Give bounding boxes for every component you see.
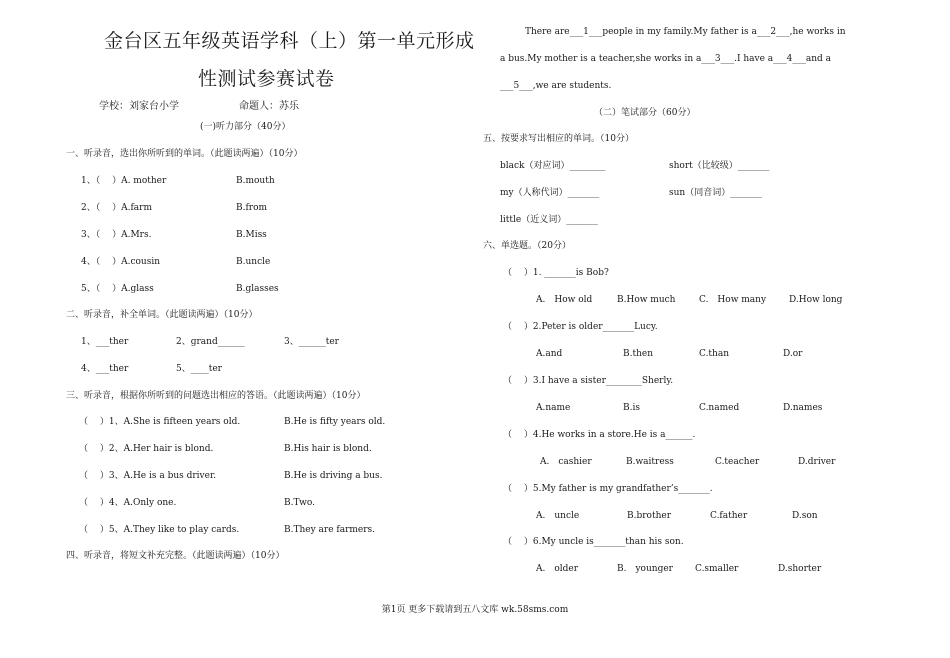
s1-item-1-option-b: B.mouth (236, 176, 275, 186)
s6-q5-option-d: D.son (792, 511, 818, 521)
s2-blank-4: 4、___ther (81, 364, 129, 374)
s1-item-1: 1、（ ）A. mother (81, 176, 167, 186)
s6-question-4: （ ）4.He works in a store.He is a______. (503, 430, 696, 440)
s6-q2-option-b: B.then (623, 349, 654, 359)
listening-section-header: (一)听力部分（40分） (200, 122, 291, 132)
s6-question-1: （ ）1. _______is Bob? (503, 268, 609, 278)
section-1-heading: 一、听录音，选出你所听到的单词。（此题读两遍）（10分） (66, 149, 303, 159)
s6-q4-option-b: B.waitress (626, 457, 674, 467)
s6-q3-option-d: D.names (783, 403, 823, 413)
s1-item-5-option-b: B.glasses (236, 284, 279, 294)
s1-item-5: 5、（ ）A.glass (81, 284, 154, 294)
s1-item-4: 4、（ ）A.cousin (81, 257, 160, 267)
title-line-1: 金台区五年级英语学科（上）第一单元形成 (104, 30, 475, 52)
s6-q5-option-b: B.brother (627, 511, 671, 521)
s3-item-5-option-b: B.They are farmers. (284, 525, 376, 535)
s6-q2-option-a: A.and (536, 349, 563, 359)
s6-question-3: （ ）3.I have a sister________Sherly. (503, 376, 674, 386)
s3-item-4-option-b: B.Two. (284, 498, 315, 508)
s6-q1-option-d: D.How long (789, 295, 843, 305)
title-line-2: 性测试参赛试卷 (198, 68, 335, 90)
s4-passage-line-2: a bus.My mother is a teacher,she works in a___3___.I have a___4___and a (500, 54, 832, 64)
section-3-heading: 三、听录音，根据你所听到的问题选出相应的答语。（此题读两遍）（10分） (66, 391, 366, 401)
s6-q2-option-c: C.than (699, 349, 730, 359)
s5-word-sun: sun（同音词）_______ (669, 188, 762, 198)
s6-q3-option-c: C.named (699, 403, 740, 413)
s6-q1-option-c: C. How many (699, 295, 767, 305)
s2-blank-2: 2、grand______ (176, 337, 245, 347)
s6-q6-option-b: B. younger (617, 564, 673, 574)
s6-q4-option-d: D.driver (798, 457, 836, 467)
s1-item-3-option-b: B.Miss (236, 230, 267, 240)
s5-word-little: little（近义词）_______ (500, 215, 598, 225)
s1-item-4-option-b: B.uncle (236, 257, 271, 267)
s3-item-2: （ ）2、A.Her hair is blond. (79, 444, 214, 454)
s3-item-3-option-b: B.He is driving a bus. (284, 471, 383, 481)
s2-blank-5: 5、____ter (176, 364, 222, 374)
s6-q5-option-a: A. uncle (536, 511, 580, 521)
school-label: 学校：刘家台小学 (99, 101, 179, 112)
section-2-heading: 二、听录音，补全单词。（此题读两遍）（10分） (66, 310, 258, 320)
s6-q3-option-a: A.name (536, 403, 571, 413)
section-4-heading: 四、听录音，将短文补充完整。（此题读两遍）（10分） (66, 551, 285, 561)
section-6-heading: 六、单选题。（20分） (483, 241, 571, 251)
s6-question-2: （ ）2.Peter is older_______Lucy. (503, 322, 658, 332)
s6-q6-option-a: A. older (536, 564, 579, 574)
s6-q3-option-b: B.is (623, 403, 640, 413)
s3-item-4: （ ）4、A.Only one. (79, 498, 177, 508)
author-label: 命题人：苏乐 (239, 101, 299, 112)
page-footer: 第1页 更多下载请到五八文库 wk.58sms.com (381, 605, 569, 615)
s4-passage-line-3: ___5___,we are students. (500, 81, 612, 91)
s5-word-my: my（人称代词）_______ (500, 188, 600, 198)
s5-word-black: black（对应词）________ (500, 161, 606, 171)
s6-q1-option-a: A. How old (536, 295, 593, 305)
s3-item-2-option-b: B.His hair is blond. (284, 444, 372, 454)
s3-item-5: （ ）5、A.They like to play cards. (79, 525, 240, 535)
s6-question-5: （ ）5.My father is my grandfather’s_______. (503, 484, 713, 494)
s5-word-short: short（比较级）_______ (669, 161, 770, 171)
s3-item-1-option-b: B.He is fifty years old. (284, 417, 386, 427)
s2-blank-3: 3、______ter (284, 337, 339, 347)
s6-q5-option-c: C.father (710, 511, 748, 521)
s1-item-2-option-b: B.from (236, 203, 268, 213)
s2-blank-1: 1、___ther (81, 337, 129, 347)
s1-item-3: 3、（ ）A.Mrs. (81, 230, 152, 240)
s6-q4-option-c: C.teacher (715, 457, 760, 467)
s4-passage-line-1: There are___1___people in my family.My father is a___2___,he works in (525, 27, 846, 37)
s6-q6-option-d: D.shorter (778, 564, 822, 574)
s1-item-2: 2、（ ）A.farm (81, 203, 152, 213)
s3-item-1: （ ）1、A.She is fifteen years old. (79, 417, 241, 427)
section-5-heading: 五、按要求写出相应的单词。（10分） (483, 134, 634, 144)
s3-item-3: （ ）3、A.He is a bus driver. (79, 471, 217, 481)
s6-q2-option-d: D.or (783, 349, 803, 359)
s6-q6-option-c: C.smaller (695, 564, 739, 574)
s6-q4-option-a: A. cashier (540, 457, 592, 467)
s6-question-6: （ ）6.My uncle is_______than his son. (503, 537, 684, 547)
written-section-header: （二）笔试部分（60分） (594, 108, 696, 118)
s6-q1-option-b: B.How much (617, 295, 676, 305)
